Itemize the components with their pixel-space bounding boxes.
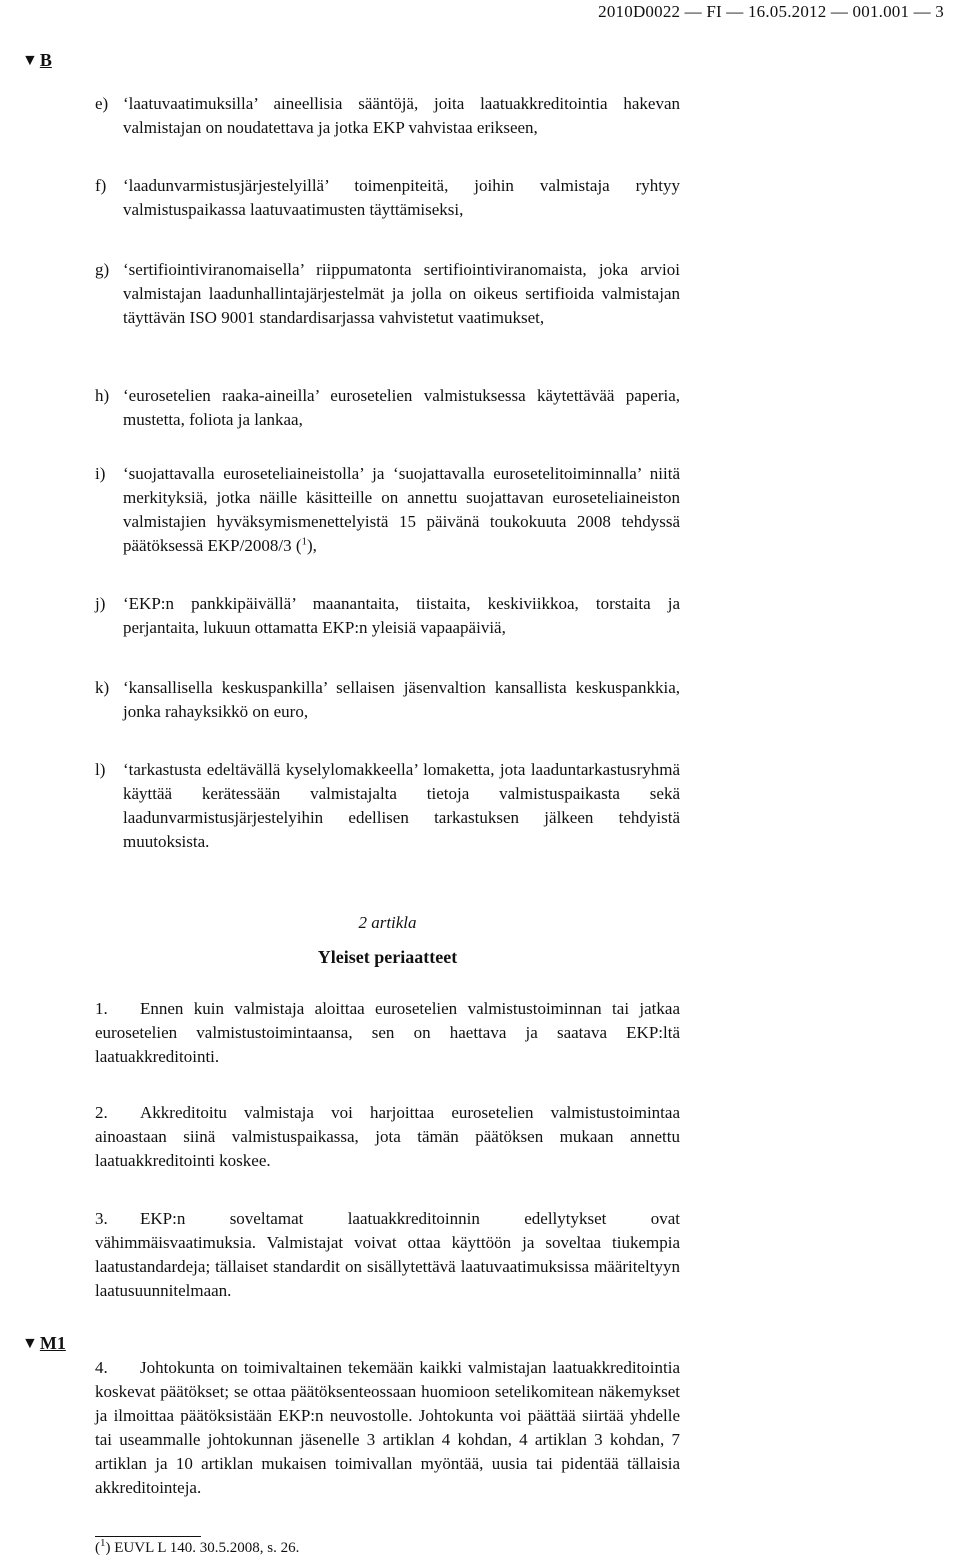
article-number: 2 artikla [358, 913, 417, 932]
definition-item-h [95, 384, 680, 432]
item-label: f) [95, 176, 107, 195]
footnote-marker: 1 [100, 1537, 106, 1549]
marker-code: B [39, 50, 52, 70]
paragraph-number: 3. [95, 1209, 108, 1228]
paragraph-number: 4. [95, 1358, 108, 1377]
item-label: k) [95, 678, 110, 697]
item-text [123, 462, 680, 558]
item-label: i) [95, 464, 106, 483]
item-text: ‘laatuvaatimuksilla’ aineellisia sääntöjä, joita laatuakkreditointia hakevan valmistajan on noudatettava ja jotka EKP vahvistaa erikseen, [123, 94, 680, 137]
item-text: ‘sertifiointiviranomaisella’ riippumatonta sertifiointiviranomaista, joka arvioi valmistajan laadunhallintajärjestelmät ja jolla on oikeus sertifioida valmistajan täyttävän ISO 9001 standardisarjassa vahvistetut vaatimukset, [123, 260, 680, 327]
item-text: ‘EKP:n pankkipäivällä’ maanantaita, tiistaita, keskiviikkoa, torstaita ja perjantaita, lukuun ottamatta EKP:n yleisiä vapaapäiviä, [123, 594, 680, 637]
item-text-main: ‘suojattavalla euroseteliaineistolla’ ja ‘suojattavalla eurosetelitoiminnalla’ niitä merkityksiä, jotka näille käsitteille on annettu suojattavan euroseteliaineiston valmistajien hyväksymismenettelyistä 15 päivänä toukokuuta 2008 tehdyssä päätöksessä EKP/2008/3 ( [123, 464, 680, 555]
article-paragraph-2 [95, 1101, 680, 1173]
item-label: g) [95, 260, 110, 279]
article-paragraph-1 [95, 997, 680, 1069]
footnote-reference: 1 [301, 535, 307, 548]
definition-item-l [95, 758, 680, 854]
definition-item-j [95, 592, 680, 640]
page-header: 2010D0022 — FI — 16.05.2012 — 001.001 — 3 [598, 2, 944, 21]
article-paragraph-4 [95, 1356, 680, 1500]
item-text: ‘tarkastusta edeltävällä kyselylomakkeella’ lomaketta, jota laaduntarkastusryhmä käyttää kerätessään valmistajalta tietoja valmistuspaikasta sekä laadunvarmistusjärjestelyihin edellisen tarkastuksen jälkeen tehdyistä muutoksista. [123, 760, 680, 851]
item-text: ‘kansallisella keskuspankilla’ sellaisen jäsenvaltion kansallista keskuspankkia, jonka rahayksikkö on euro, [123, 678, 680, 721]
definition-item-g [95, 258, 680, 330]
definition-item-e [95, 92, 680, 140]
item-text-tail: ), [306, 536, 317, 555]
marker-code: M1 [39, 1333, 66, 1353]
item-label: l) [95, 760, 106, 779]
item-label: e) [95, 94, 109, 113]
item-label: h) [95, 386, 110, 405]
item-text: ‘laadunvarmistusjärjestelyillä’ toimenpiteitä, joihin valmistaja ryhtyy valmistuspaikassa laatuvaatimusten täyttämiseksi, [123, 176, 680, 219]
article-paragraph-3 [95, 1207, 680, 1303]
definition-item-k [95, 676, 680, 724]
definition-item-f [95, 174, 680, 222]
triangle-down-icon: ▼ [22, 51, 38, 69]
paragraph-number: 1. [95, 999, 108, 1018]
footnote-text: EUVL L 140. 30.5.2008, s. 26. [114, 1540, 300, 1556]
triangle-down-icon: ▼ [22, 1334, 38, 1352]
item-text: ‘eurosetelien raaka-aineilla’ eurosetelien valmistuksessa käytettävää paperia, mustetta, foliota ja lankaa, [123, 386, 680, 429]
item-label: j) [95, 594, 106, 613]
amendment-marker-b [22, 50, 52, 71]
footnote-separator [95, 1536, 201, 1537]
article-title: Yleiset periaatteet [317, 947, 458, 967]
paragraph-number: 2. [95, 1103, 108, 1122]
paragraph-text: EKP:n soveltamat laatuakkreditoinnin edellytykset ovat vähimmäisvaatimuksia. Valmistajat voivat ottaa käyttöön ja soveltaa tiukempia laatustandardeja; tällaiset standardit on sisällytettävä laatuvaatimuksissa määriteltyyn laatusuunnitelmaan. [95, 1209, 680, 1300]
paragraph-text: Ennen kuin valmistaja aloittaa eurosetelien valmistustoiminnan tai jatkaa eurosetelien valmistustoimintaansa, sen on haettava ja saatava EKP:ltä laatuakkreditointi. [95, 999, 680, 1066]
definition-item-i [95, 462, 680, 558]
paragraph-text: Akkreditoitu valmistaja voi harjoittaa eurosetelien valmistustoimintaa ainoastaan siinä valmistuspaikassa, jota tämän päätöksen mukaan annettu laatuakkreditointi koskee. [95, 1103, 680, 1170]
amendment-marker-m1 [22, 1333, 66, 1354]
paragraph-text: Johtokunta on toimivaltainen tekemään kaikki valmistajan laatuakkreditointia koskevat päätökset; se ottaa päätöksenteossaan huomioon setelikomitean näkemykset ja ilmoittaa päätöksistään EKP:n neuvostolle. Johtokunta voi päättää siirtää yhdelle tai useammalle johtokunnan jäsenelle 3 artiklan 4 kohdan, 4 artiklan 3 kohdan, 7 artiklan ja 10 artiklan mukaisen toimivallan myöntää, uusia tai pidentää tällaisia akkreditointeja. [95, 1358, 680, 1497]
footnote: ($^1$) EUVL L 140. 30.5.2008, s. 26. [95, 1537, 300, 1556]
